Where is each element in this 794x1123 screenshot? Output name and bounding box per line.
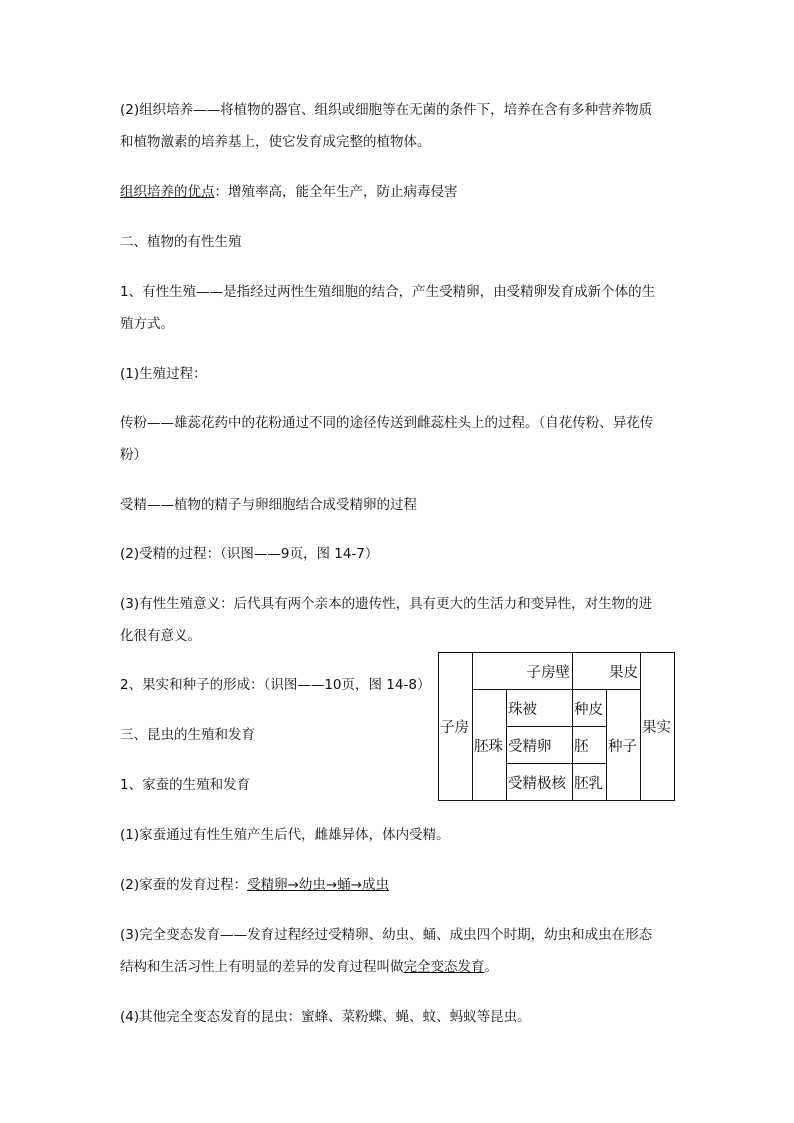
text-line: 粉） [120, 447, 147, 463]
advantages-label: 组织培养的优点 [120, 184, 215, 200]
text-prefix: 结构和生活习性上有明显的差异的发育过程叫做 [120, 959, 404, 975]
text-line: (3)完全变态发育——发育过程经过受精卵、幼虫、蛹、成虫四个时期，幼虫和成虫在形态 [120, 927, 653, 943]
heading-text: 1、家蚕的生殖和发育 [120, 777, 251, 793]
text-line: 和植物激素的培养基上，使它发育成完整的植物体。 [120, 134, 431, 150]
cell-endosperm: 胚乳 [573, 764, 607, 801]
heading-text: 三、昆虫的生殖和发育 [120, 727, 255, 743]
text-line: 2、果实和种子的形成：（识图——10页，图 14-8） [120, 677, 431, 693]
cell-ovary-wall: 子房壁 [473, 653, 573, 690]
heading-sexual-reproduction [120, 226, 680, 258]
text-line: (1)家蚕通过有性生殖产生后代，雌雄异体，体内受精。 [120, 827, 450, 843]
text-line: 化很有意义。 [120, 628, 201, 644]
paragraph-other-insects [120, 1001, 680, 1033]
paragraph-silkworm-reproduction [120, 819, 680, 851]
heading-insect-reproduction [120, 719, 440, 751]
text-end: 。 [484, 959, 498, 975]
heading-silkworm [120, 769, 440, 801]
text-line: (2)受精的过程：（识图——9页，图 14-7） [120, 546, 379, 562]
paragraph-reproduction-process [120, 358, 680, 390]
text-line: 殖方式。 [120, 316, 174, 332]
cell-integument: 珠被 [507, 690, 573, 727]
paragraph-fertilization [120, 489, 680, 521]
text-line: 传粉——雄蕊花药中的花粉通过不同的途径传送到雌蕊柱头上的过程。（自花传粉、异花传 [120, 415, 654, 431]
text-line: 1、有性生殖——是指经过两性生殖细胞的结合，产生受精卵，由受精卵发育成新个体的生 [120, 284, 656, 300]
cell-zygote: 受精卵 [507, 727, 573, 764]
paragraph-sexual-reproduction-definition [120, 276, 680, 340]
cell-ovule: 胚珠 [473, 690, 507, 801]
cell-fertilized-polar-nuclei: 受精极核 [507, 764, 573, 801]
paragraph-fertilization-process [120, 538, 680, 570]
cell-seed: 种子 [607, 690, 641, 801]
paragraph-tissue-culture [120, 94, 680, 158]
paragraph-silkworm-development [120, 869, 680, 901]
cell-embryo: 胚 [573, 727, 607, 764]
text-line: (3)有性生殖意义：后代具有两个亲本的遗传性，具有更大的生活力和变异性，对生物的进 [120, 596, 653, 612]
term-complete-metamorphosis: 完全变态发育 [403, 959, 485, 975]
text-prefix: (2)家蚕的发育过程： [120, 877, 248, 893]
fruit-seed-formation-table [438, 652, 675, 801]
paragraph-complete-metamorphosis [120, 919, 680, 983]
cell-pericarp: 果皮 [573, 653, 641, 690]
development-sequence: 受精卵→幼虫→蛹→成虫 [247, 877, 390, 893]
advantages-text: ：增殖率高，能全年生产，防止病毒侵害 [214, 184, 458, 200]
cell-seed-coat: 种皮 [573, 690, 607, 727]
text-line: (2)组织培养——将植物的器官、组织或细胞等在无菌的条件下，培养在含有多种营养物质 [120, 102, 653, 118]
text-line: 受精——植物的精子与卵细胞结合成受精卵的过程 [120, 497, 417, 513]
text-line: (1)生殖过程： [120, 366, 207, 382]
cell-fruit: 果实 [641, 653, 675, 801]
cell-ovary: 子房 [439, 653, 473, 801]
heading-text: 二、植物的有性生殖 [120, 234, 242, 250]
paragraph-sexual-reproduction-significance [120, 588, 680, 652]
paragraph-fruit-seed-formation [120, 669, 440, 701]
paragraph-pollination [120, 407, 680, 471]
text-line: (4)其他完全变态发育的昆虫：蜜蜂、菜粉蝶、蝇、蚊、蚂蚁等昆虫。 [120, 1009, 531, 1025]
paragraph-tissue-culture-advantages [120, 176, 680, 208]
